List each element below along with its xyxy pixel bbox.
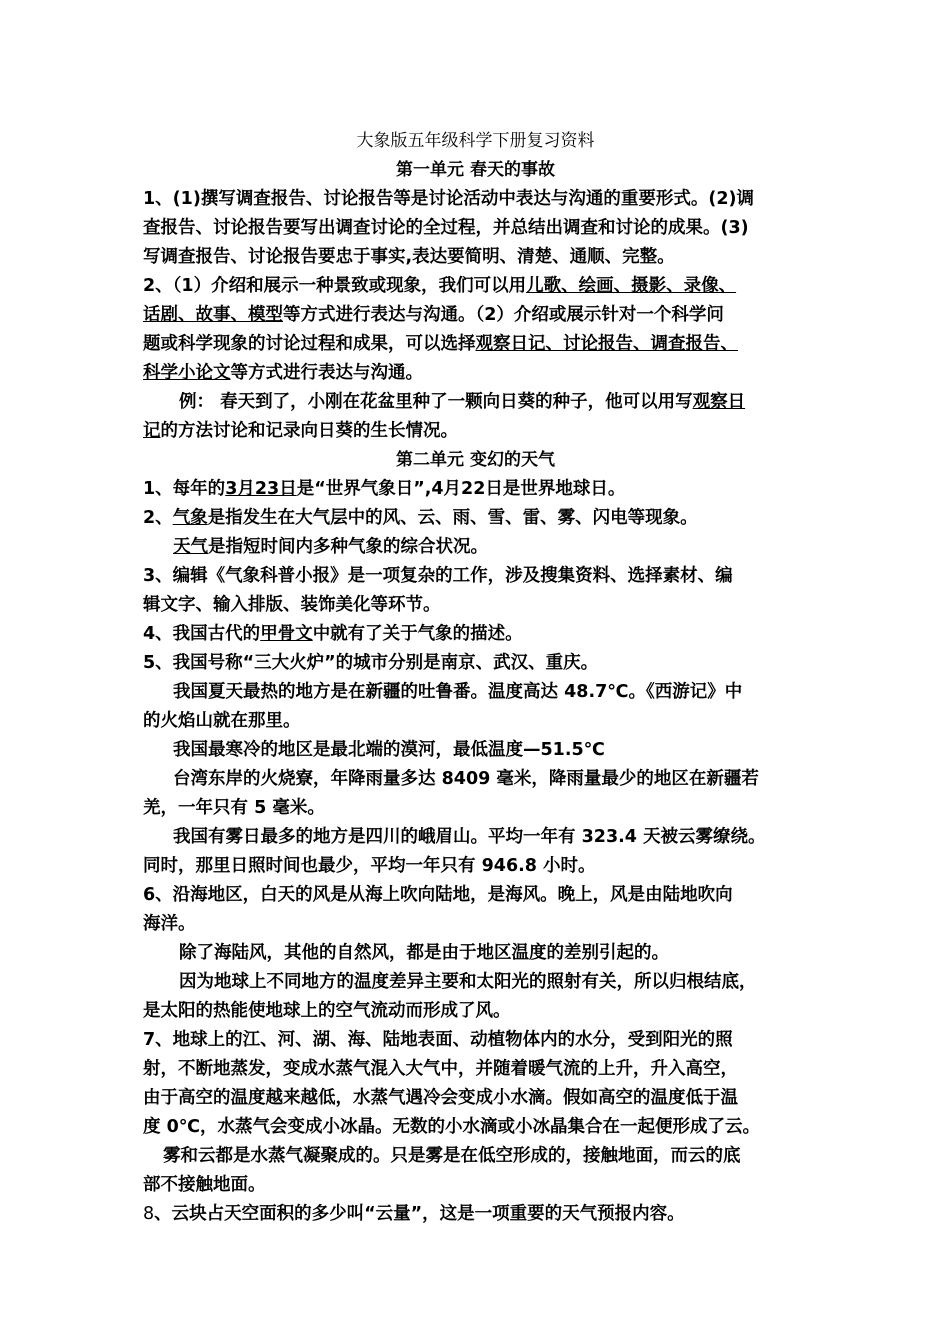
- text-line: [143, 330, 808, 359]
- text-run: 2、（1）介绍和展示一种景致或现象，我们可以用: [143, 276, 527, 296]
- text-run: 的方法讨论和记录向日葵的生长情况。: [160, 421, 458, 441]
- unit2-item-7-fog-cloud: [143, 1142, 808, 1200]
- unit1-example: [143, 388, 808, 446]
- unit2-item-4: [143, 620, 808, 649]
- unit1-title: 第一单元 春天的事故: [396, 160, 555, 180]
- text-line: 由于高空的温度越来越低，水蒸气遇冷会变成小水滴。假如高空的温度低于温: [143, 1088, 738, 1108]
- text-line: 海洋。: [143, 914, 196, 934]
- text-line: 部不接触地面。: [143, 1175, 266, 1195]
- text-line: 雾和云都是水蒸气凝聚成的。只是雾是在低空形成的，接触地面，而云的底: [163, 1146, 741, 1166]
- text-line: 3、编辑《气象科普小报》是一项复杂的工作，涉及搜集资料、选择素材、编: [143, 566, 733, 586]
- text-line: 度 0℃，水蒸气会变成小冰晶。无数的小水滴或小冰晶集合在一起便形成了云。: [143, 1117, 760, 1137]
- text-run: 等方式进行表达与沟通。: [230, 363, 423, 383]
- text-line: 羌，一年只有 5 毫米。: [143, 798, 325, 818]
- text-line: 6、沿海地区，白天的风是从海上吹向陆地，是海风。晚上，风是由陆地吹向: [143, 885, 733, 905]
- document-page: [143, 126, 808, 1229]
- text-line: 是太阳的热能使地球上的空气流动而形成了风。: [143, 1001, 511, 1021]
- text-run: 例： 春天到了，小刚在花盆里种了一颗向日葵的种子，他可以用写: [179, 392, 693, 412]
- underlined-term: 观察日: [692, 392, 746, 412]
- text-line: 台湾东岸的火烧寮，年降雨量多达 8409 毫米，降雨量最少的地区在新疆若: [173, 769, 759, 789]
- unit2-item-6: [143, 881, 808, 939]
- text-run: 题或科学现象的讨论过程和成果，可以选择: [143, 334, 476, 354]
- text-run: 4、我国古代的: [143, 624, 261, 644]
- unit2-item-2: [143, 504, 808, 533]
- unit2-item-3: [143, 562, 808, 620]
- text-line: 查报告、讨论报告要写出调查讨论的全过程，并总结出调查和讨论的成果。(3): [143, 218, 749, 238]
- text-line: [143, 272, 808, 301]
- text-line: 7、地球上的江、河、湖、海、陆地表面、动植物体内的水分，受到阳光的照: [143, 1030, 733, 1050]
- underlined-term: 天气: [173, 537, 208, 557]
- underlined-term: 气象: [172, 508, 208, 528]
- unit2-item-1: [143, 475, 808, 504]
- text-line: 1、(1)撰写调查报告、讨论报告等是讨论活动中表达与沟通的重要形式。(2)调: [143, 189, 755, 209]
- underlined-term: 3月23日: [225, 479, 297, 499]
- text-line: 的火焰山就在那里。: [143, 711, 301, 731]
- underlined-term: 科学小论文: [143, 363, 231, 383]
- text-line: [143, 301, 808, 330]
- underlined-term: 记: [143, 421, 161, 441]
- text-run: 是指发生在大气层中的风、云、雨、雪、雷、雾、闪电等现象。: [207, 508, 698, 528]
- unit2-item-5: 5、我国号称“三大火炉”的城市分别是南京、武汉、重庆。: [143, 653, 599, 673]
- text-line: 因为地球上不同地方的温度差异主要和太阳光的照射有关，所以归根结底，: [179, 972, 757, 992]
- unit2-item-2-weather: [143, 533, 808, 562]
- text-run: 是“世界气象日”,4月22日是世界地球日。: [296, 479, 626, 499]
- underlined-term: 儿歌、绘画、摄影、录像、: [526, 276, 737, 296]
- text-line: [143, 417, 808, 446]
- text-line: 我国有雾日最多的地方是四川的峨眉山。平均一年有 323.4 天被云雾缭绕。: [173, 827, 766, 847]
- unit2-item-6-other-winds: 除了海陆风，其他的自然风，都是由于地区温度的差别引起的。: [179, 943, 669, 963]
- unit1-item-1: [143, 185, 808, 272]
- text-line: [143, 388, 808, 417]
- text-run: 1、每年的: [143, 479, 226, 499]
- text-line: 射，不断地蒸发，变成水蒸气混入大气中，并随着暖气流的上升，升入高空，: [143, 1059, 738, 1079]
- unit2-item-6-sun: [143, 968, 808, 1026]
- text-run: 8: [143, 1204, 155, 1224]
- unit2-title: 第二单元 变幻的天气: [396, 450, 555, 470]
- unit1-item-2: [143, 272, 808, 388]
- text-run: 2、: [143, 508, 173, 528]
- text-line: 辑文字、输入排版、装饰美化等环节。: [143, 595, 441, 615]
- text-line: 同时，那里日照时间也最少，平均一年只有 946.8 小时。: [143, 856, 596, 876]
- text-run: 、云块占天空面积的多少叫“云量”，这是一项重要的天气预报内容。: [154, 1204, 685, 1224]
- text-run: 是指短时间内多种气象的综合状况。: [208, 537, 488, 557]
- document-title: 大象版五年级科学下册复习资料: [356, 131, 595, 151]
- text-line: 我国夏天最热的地方是在新疆的吐鲁番。温度高达 48.7℃。《西游记》中: [173, 682, 743, 702]
- unit2-item-5-fog: [143, 823, 808, 881]
- unit2-item-5-rainfall: [143, 765, 808, 823]
- underlined-term: 甲骨文: [260, 624, 313, 644]
- text-line: 写调查报告、讨论报告要忠于事实,表达要简明、清楚、通顺、完整。: [143, 247, 675, 267]
- text-line: [143, 359, 808, 388]
- unit2-item-7: [143, 1026, 808, 1142]
- underlined-term: 话剧、故事、模型: [143, 305, 283, 325]
- underlined-term: 观察日记、讨论报告、调查报告、: [475, 334, 738, 354]
- unit2-item-8: [143, 1200, 808, 1229]
- text-run: 等方式进行表达与沟通。（2）介绍或展示针对一个科学问: [283, 305, 724, 325]
- unit2-item-5-coldest: 我国最寒冷的地区是最北端的漠河，最低温度—51.5℃: [173, 740, 605, 760]
- unit2-item-5-hottest: [143, 678, 808, 736]
- text-run: 中就有了关于气象的描述。: [312, 624, 523, 644]
